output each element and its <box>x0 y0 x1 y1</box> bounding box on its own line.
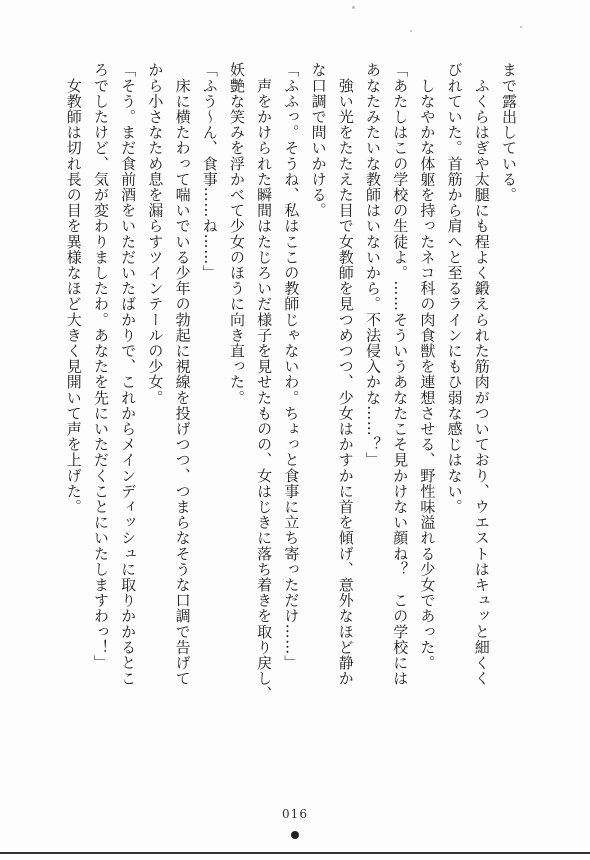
scan-speck <box>352 6 355 9</box>
text-line: 女教師は切れ長の目を異様なほど大きく見開いて声を上げた。 <box>64 62 83 515</box>
text-line: しなやかな体躯を持ったネコ科の肉食獣を連想させる、野性味溢れる少女であった。 <box>418 62 437 671</box>
page-marker-dot <box>291 831 299 839</box>
scan-speck <box>520 26 522 28</box>
text-line: 床に横たわって喘いでいる少年の勃起に視線を投げつつ、つまらなそうな口調で告げて <box>173 62 192 686</box>
text-line: 強い光をたたえた目で女教師を見つめつつ、少女はかすかに首を傾げ、意外なほど静か <box>336 62 355 686</box>
text-line: 「ふふっ。そうね、私はここの教師じゃないわ。ちょっと食事に立ち寄っただけ……」 <box>282 62 301 671</box>
text-line: あなたみたいな教師はいないから。不法侵入かな……？」 <box>363 62 382 468</box>
text-line: 妖艶な笑みを浮かべて少女のほうに向き直った。 <box>227 62 246 406</box>
text-line: びれていた。首筋から肩へと至るラインにもひ弱な感じはない。 <box>445 62 464 515</box>
scan-speck <box>410 30 412 32</box>
text-line: 声をかけられた瞬間はたじろいだ様子を見せたものの、女はじきに落ち着きを取り戻し、 <box>255 62 274 702</box>
page-bottom-rule <box>0 852 590 854</box>
page-number: 016 <box>282 807 308 821</box>
text-line: 「あたしはこの学校の生徒よ。……そういうあなたこそ見かけない顔ね？ この学校には <box>391 62 410 686</box>
text-line: な口調で問いかける。 <box>309 62 328 218</box>
text-line: ろでしたけど、気が変わりましたわ。あなたを先にいただくことにいたしますわっ！」 <box>91 62 110 671</box>
text-line: から小さなため息を漏らすツインテールの少女。 <box>146 62 165 406</box>
text-line: 「ふう〜ん、食事……ね……」 <box>200 62 219 281</box>
text-line: ふくらはぎや太腿にも程よく鍛えられた筋肉がついており、ウエストはキュッと細くく <box>472 62 491 686</box>
text-line: まで露出している。 <box>500 62 518 203</box>
text-line: 「そう。まだ食前酒をいただいたばかりで、これからメインディッシュに取りかかるとこ <box>119 62 138 686</box>
vertical-text-body <box>52 62 522 782</box>
